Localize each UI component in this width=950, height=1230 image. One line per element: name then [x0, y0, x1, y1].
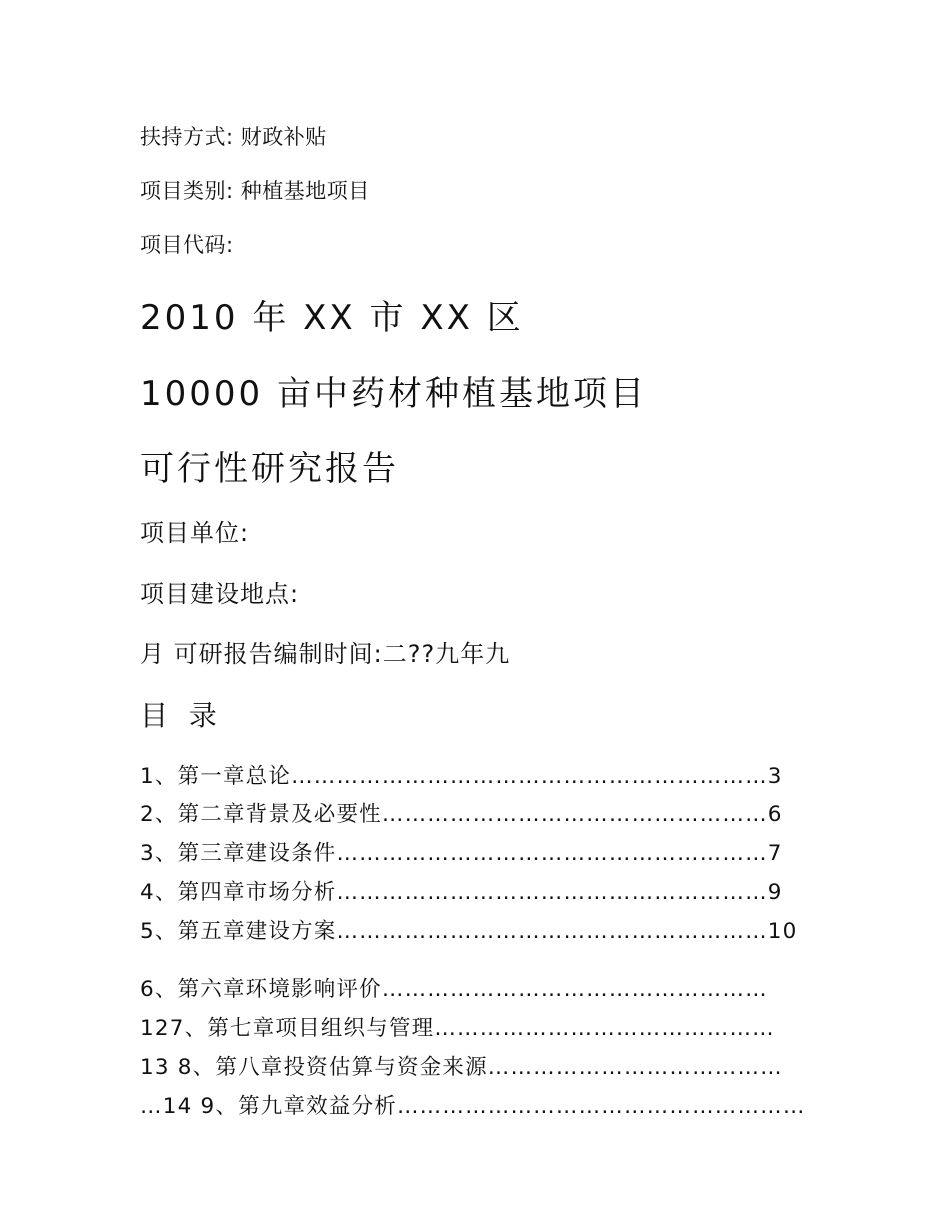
toc-entry: 2、第二章背景及必要性……………………………………………6 — [140, 802, 783, 827]
project-location-line: 项目建设地点: — [140, 580, 300, 608]
toc-entry: 13 8、第八章投资估算与资金来源………………………………… — [140, 1055, 783, 1080]
toc-entry: 1、第一章总论………………………………………………………3 — [140, 764, 783, 789]
project-unit-line: 项目单位: — [140, 519, 250, 547]
toc-entry: 5、第五章建设方案…………………………………………………10 — [140, 919, 798, 944]
title-line-2: 10000 亩中药材种植基地项目 — [140, 374, 647, 414]
report-time-line: 月 可研报告编制时间:二??九年九 — [140, 640, 511, 668]
project-category-line: 项目类别: 种植基地项目 — [140, 179, 370, 203]
toc-entry: 6、第六章环境影响评价…………………………………………… — [140, 977, 768, 1002]
toc-entry: …14 9、第九章效益分析……………………………………………… — [140, 1094, 806, 1119]
toc-entry: 3、第三章建设条件…………………………………………………7 — [140, 841, 783, 866]
toc-entry: 4、第四章市场分析…………………………………………………9 — [140, 880, 783, 905]
title-line-3: 可行性研究报告 — [140, 449, 399, 489]
toc-heading: 目 录 — [140, 699, 223, 732]
title-line-1: 2010 年 XX 市 XX 区 — [140, 298, 524, 338]
toc-entry: 127、第七章项目组织与管理……………………………………… — [140, 1016, 775, 1041]
support-method-line: 扶持方式: 财政补贴 — [140, 125, 327, 149]
project-code-line: 项目代码: — [140, 233, 234, 257]
